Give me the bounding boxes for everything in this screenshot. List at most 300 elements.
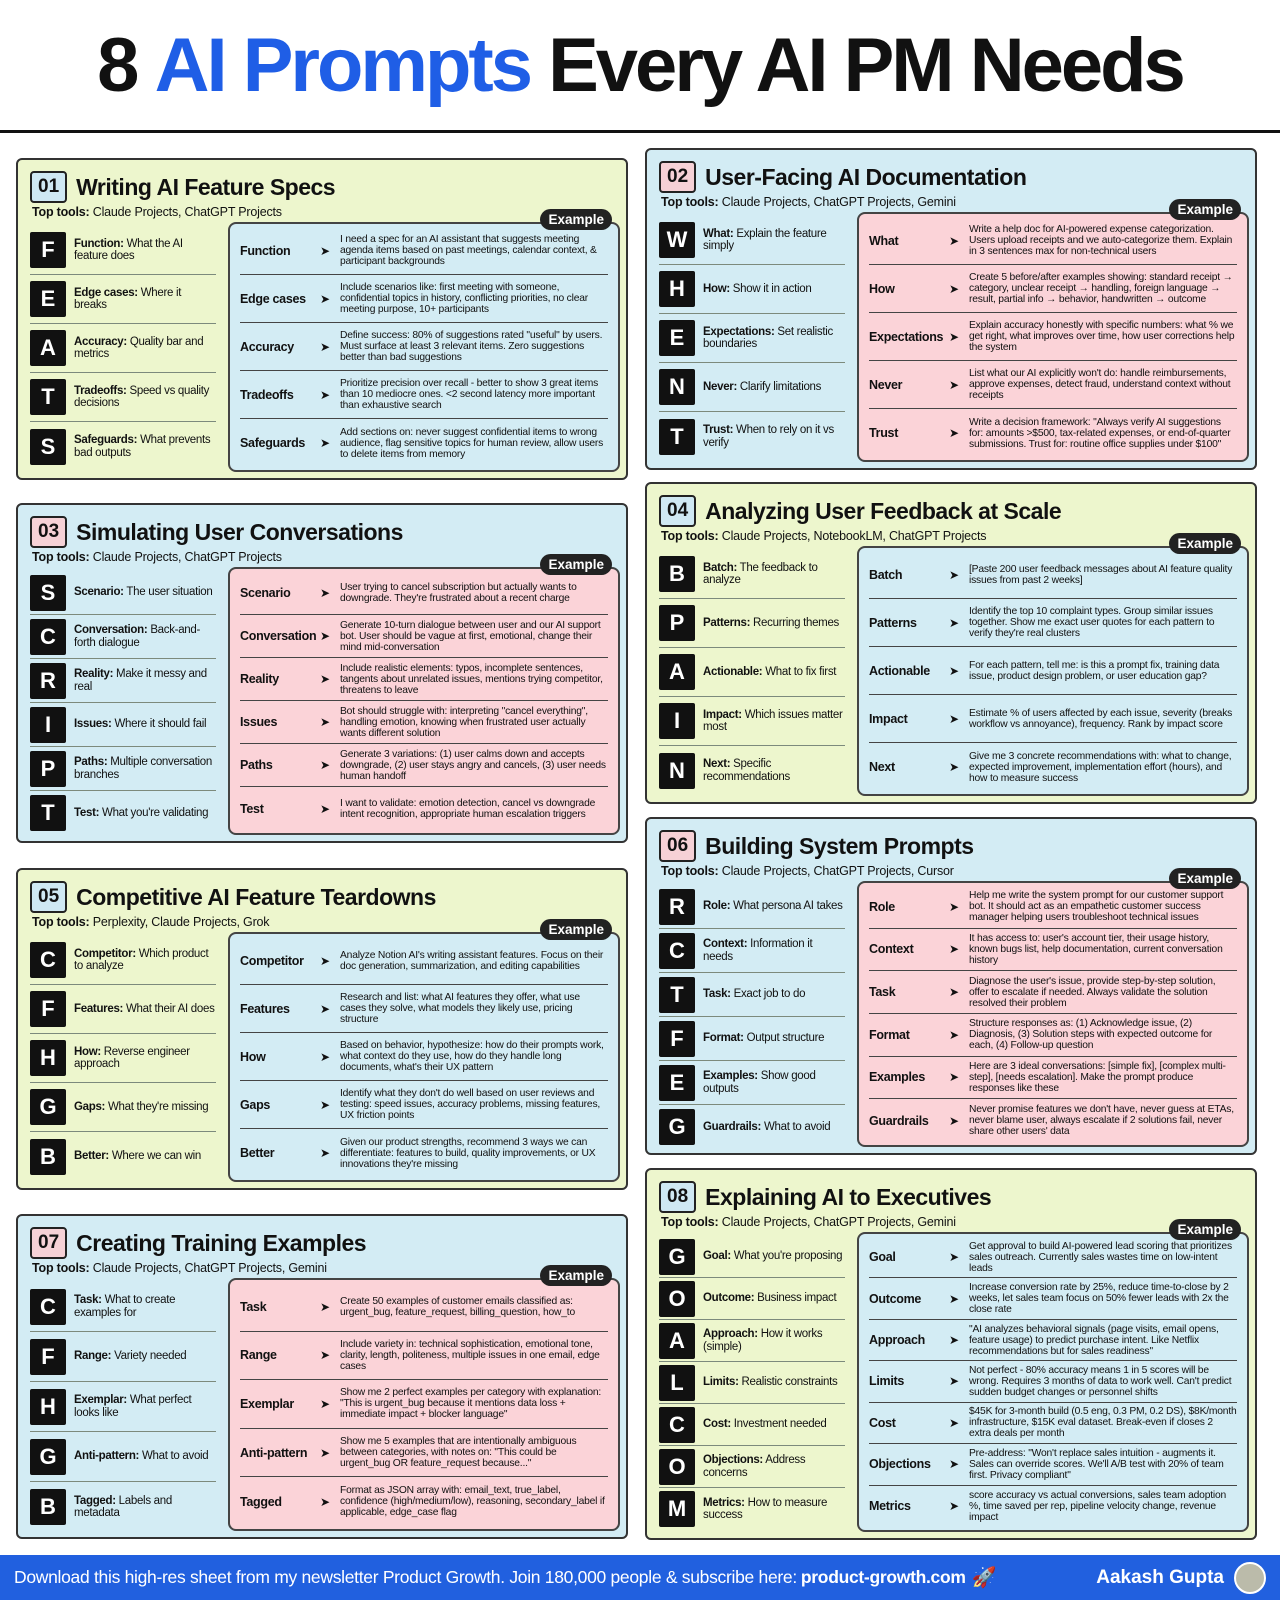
acronym-row bbox=[659, 216, 845, 265]
acronym-description bbox=[74, 718, 206, 731]
acronym-description bbox=[703, 988, 805, 1001]
example-row bbox=[869, 929, 1237, 972]
acronym-explanation: Business impact bbox=[754, 1292, 837, 1305]
acronym-description bbox=[703, 562, 845, 587]
example-text: Structure responses as: (1) Acknowledge issue, (2) Diagnosis, (3) Solution steps with expected outcome for each, (4) Follow-up question bbox=[969, 1018, 1213, 1052]
arrow-right-icon: ➤ bbox=[320, 715, 331, 729]
example-text: Create 5 before/after examples showing: standard receipt → category, unclear receipt → handling, foreign language → result, partial info → behavior, handwritten → outcome bbox=[969, 272, 1233, 305]
acronym-row bbox=[30, 747, 216, 791]
acronym-term: Actionable: bbox=[703, 665, 763, 678]
acronym-letter: G bbox=[659, 1239, 695, 1275]
acronym-explanation: Multiple conversation branches bbox=[74, 756, 212, 781]
example-text: Prioritize precision over recall - better to show 3 great items than 10 mediocre ones. <2 second latency more important than exhaustive search bbox=[340, 378, 599, 411]
acronym-term: Impact: bbox=[703, 708, 742, 721]
card-header bbox=[659, 160, 1026, 194]
example-row bbox=[869, 361, 1237, 409]
example-label: Function bbox=[240, 243, 291, 258]
acronym-explanation: What to avoid bbox=[761, 1120, 831, 1133]
example-text: Identify what they don't do well based on user reviews and testing: speed issues, accuracy problems, missing features, UX friction points bbox=[340, 1088, 601, 1121]
example-row bbox=[240, 985, 608, 1033]
example-row bbox=[869, 599, 1237, 647]
example-text: Here are 3 ideal conversations: [simple fix], [complex multi-step], [needs escalation]. Make the prompt produce responses like these bbox=[969, 1060, 1226, 1094]
example-label: Competitor bbox=[240, 953, 304, 968]
example-label: Test bbox=[240, 801, 264, 816]
acronym-explanation: Exact job to do bbox=[730, 988, 806, 1001]
acronym-term: Cost: bbox=[703, 1418, 731, 1431]
example-label: Gaps bbox=[240, 1097, 271, 1112]
acronym-description bbox=[703, 1454, 845, 1479]
acronym-description bbox=[703, 1376, 837, 1389]
example-row bbox=[240, 275, 608, 323]
acronym-explanation: What they're missing bbox=[105, 1100, 209, 1113]
acronym-description bbox=[74, 1294, 216, 1319]
top-tools-list: Perplexity, Claude Projects, Grok bbox=[92, 915, 270, 929]
acronym-explanation: Set realistic boundaries bbox=[703, 325, 833, 350]
card-title: Simulating User Conversations bbox=[76, 518, 403, 545]
example-row bbox=[869, 1486, 1237, 1527]
acronym-explanation: Back-and-forth dialogue bbox=[74, 624, 201, 649]
acronym-row bbox=[30, 936, 216, 985]
example-label: What bbox=[869, 233, 899, 248]
title-rest: Every AI PM Needs bbox=[548, 22, 1183, 108]
acronym-list bbox=[30, 1282, 216, 1532]
acronym-description bbox=[703, 617, 839, 630]
acronym-description bbox=[74, 1046, 216, 1071]
example-label: Batch bbox=[869, 567, 903, 582]
card-number: 06 bbox=[659, 830, 696, 862]
example-row bbox=[869, 1320, 1237, 1361]
example-row bbox=[869, 1403, 1237, 1444]
example-row bbox=[869, 971, 1237, 1014]
acronym-row bbox=[659, 412, 845, 461]
example-text: Generate 10-turn dialogue between user and our AI support bot. User should be vague at first, emotional, change their mind mid-conversation bbox=[340, 619, 601, 653]
card-number: 08 bbox=[659, 1181, 696, 1213]
example-text: Add sections on: never suggest confidential items to wrong audience, flag sensitive topics for human review, allow users to delete items from memory bbox=[340, 426, 604, 460]
top-tools bbox=[32, 915, 269, 929]
acronym-description bbox=[74, 668, 216, 693]
acronym-row bbox=[30, 703, 216, 747]
top-tools-label: Top tools: bbox=[661, 195, 719, 209]
example-label: Issues bbox=[240, 715, 278, 729]
example-text: Show me 5 examples that are intentionally ambiguous between categories, with notes on: "This could be urgent_bug OR feature_request because..." bbox=[340, 1436, 577, 1470]
example-text: Include scenarios like: first meeting with someone, confidential topics in history, conflicting priorities, no clear meeting purpose, 10+ participants bbox=[340, 282, 588, 315]
example-label: Safeguards bbox=[240, 436, 306, 450]
acronym-description bbox=[74, 1450, 208, 1463]
card-header bbox=[30, 515, 403, 549]
card-title: Building System Prompts bbox=[705, 832, 974, 859]
example-text: Identify the top 10 complaint types. Group similar issues together. Show me exact user quotes for each pattern to verify they're real clusters bbox=[969, 606, 1215, 639]
acronym-letter: T bbox=[30, 795, 66, 831]
example-label: Accuracy bbox=[240, 339, 294, 354]
arrow-right-icon: ➤ bbox=[320, 672, 331, 686]
acronym-explanation: The feedback to analyze bbox=[703, 561, 818, 586]
example-label: Conversation bbox=[240, 629, 317, 643]
example-label: Limits bbox=[869, 1374, 905, 1389]
top-tools-label: Top tools: bbox=[661, 529, 719, 543]
acronym-letter: C bbox=[659, 933, 695, 969]
example-text: Get approval to build AI-powered lead scoring that prioritizes sales outreach. Currently sales wastes time on low-intent leads bbox=[969, 1240, 1232, 1274]
acronym-description bbox=[703, 1070, 845, 1095]
acronym-letter: F bbox=[30, 991, 66, 1027]
card-title: Creating Training Examples bbox=[76, 1229, 367, 1256]
example-row bbox=[869, 1278, 1237, 1319]
arrow-right-icon: ➤ bbox=[320, 387, 331, 402]
example-text: Generate 3 variations: (1) user calms down and accepts downgrade, (2) user stays angry and cancels, (3) user needs human handoff bbox=[340, 748, 606, 782]
example-row bbox=[869, 409, 1237, 457]
acronym-row bbox=[659, 1320, 845, 1362]
acronym-row bbox=[30, 1132, 216, 1181]
acronym-letter: I bbox=[659, 703, 695, 739]
acronym-list bbox=[659, 550, 845, 795]
example-text: Increase conversion rate by 25%, reduce time-to-close by 2 weeks, let sales team focus on 50% fewer leads with 2x the close rate bbox=[969, 1282, 1229, 1316]
example-text: Research and list: what AI features they offer, what use cases they solve, what models they likely use, pricing structure bbox=[340, 992, 580, 1025]
acronym-description bbox=[74, 1003, 215, 1016]
acronym-term: Range: bbox=[74, 1350, 112, 1363]
acronym-term: Guardrails: bbox=[703, 1120, 762, 1133]
example-label: Context bbox=[869, 942, 914, 957]
example-row bbox=[240, 371, 608, 419]
acronym-description bbox=[703, 1032, 824, 1045]
acronym-explanation: Where we can win bbox=[108, 1150, 202, 1163]
card-title: Writing AI Feature Specs bbox=[76, 173, 336, 200]
author-name: Aakash Gupta bbox=[1096, 1566, 1224, 1588]
acronym-explanation: Variety needed bbox=[111, 1350, 187, 1363]
acronym-letter: B bbox=[30, 1139, 66, 1175]
acronym-description bbox=[703, 938, 845, 963]
acronym-letter: B bbox=[30, 1489, 66, 1525]
acronym-list bbox=[659, 216, 845, 461]
card-header bbox=[659, 829, 974, 863]
acronym-letter: R bbox=[30, 663, 66, 699]
acronym-description bbox=[74, 586, 212, 599]
acronym-explanation: Reverse engineer approach bbox=[74, 1045, 190, 1070]
acronym-term: Trust: bbox=[703, 424, 734, 436]
acronym-row bbox=[30, 1083, 216, 1132]
arrow-right-icon: ➤ bbox=[320, 1049, 331, 1064]
example-text: Diagnose the user's issue, provide step-by-step solution, offer to escalate if needed. Always validate the solution resolved their problem bbox=[969, 975, 1216, 1009]
acronym-explanation: Where it breaks bbox=[74, 286, 182, 311]
example-text: Help me write the system prompt for our customer support bot. It should act as an empathetic customer success manager helping users troubleshoot technical issues bbox=[969, 890, 1224, 924]
acronym-row bbox=[659, 1278, 845, 1320]
arrow-right-icon: ➤ bbox=[949, 711, 960, 726]
acronym-letter: E bbox=[30, 281, 66, 317]
acronym-term: Goal: bbox=[703, 1250, 731, 1263]
example-row bbox=[240, 227, 608, 275]
acronym-row bbox=[30, 275, 216, 324]
acronym-letter: T bbox=[659, 977, 695, 1013]
card-header bbox=[30, 170, 335, 204]
acronym-term: Outcome: bbox=[703, 1292, 755, 1305]
example-label: Paths bbox=[240, 758, 273, 772]
top-tools-list: Claude Projects, NotebookLM, ChatGPT Projects bbox=[721, 529, 987, 543]
top-tools-label: Top tools: bbox=[661, 864, 719, 878]
example-row bbox=[869, 647, 1237, 695]
card-header bbox=[659, 1180, 991, 1214]
example-label: Guardrails bbox=[869, 1113, 929, 1128]
acronym-letter: O bbox=[659, 1281, 695, 1317]
acronym-list bbox=[30, 226, 216, 471]
acronym-row bbox=[30, 1034, 216, 1083]
arrow-right-icon: ➤ bbox=[949, 615, 960, 630]
acronym-row bbox=[30, 324, 216, 373]
example-badge: Example bbox=[1169, 1219, 1241, 1240]
example-text: Define success: 80% of suggestions rated "useful" by users. Must surface at least 3 relevant items. Zero suggestions better than bad suggestions bbox=[340, 330, 603, 363]
acronym-letter: S bbox=[30, 575, 66, 611]
top-tools-list: Claude Projects, ChatGPT Projects, Gemini bbox=[92, 1261, 327, 1275]
arrow-right-icon: ➤ bbox=[949, 233, 960, 248]
example-row bbox=[869, 1057, 1237, 1100]
acronym-row bbox=[659, 550, 845, 599]
footer-text: Download this high-res sheet from my newsletter Product Growth. Join 180,000 people & subscribe here: bbox=[14, 1567, 797, 1587]
arrow-right-icon: ➤ bbox=[949, 942, 960, 957]
example-text: Analyze Notion AI's writing assistant features. Focus on their doc generation, summarization, and editing capabilities bbox=[340, 949, 604, 972]
example-row bbox=[240, 1081, 608, 1129]
acronym-explanation: Recurring themes bbox=[750, 616, 840, 629]
arrow-right-icon: ➤ bbox=[949, 1415, 960, 1430]
acronym-row bbox=[30, 659, 216, 703]
acronym-description bbox=[74, 756, 216, 781]
acronym-explanation: Information it needs bbox=[703, 938, 813, 963]
arrow-right-icon: ➤ bbox=[320, 586, 331, 600]
example-text: Write a help doc for AI-powered expense categorization. Users upload receipts and we auto-categorize them. Explain in 3 sentences max for non-technical users bbox=[969, 224, 1233, 257]
card-number: 05 bbox=[30, 881, 67, 913]
acronym-description bbox=[703, 1418, 827, 1431]
example-text: Give me 3 concrete recommendations with: what to change, expected improvement, implementation effort (hours), and how to measure success bbox=[969, 750, 1232, 784]
acronym-description bbox=[703, 900, 843, 913]
arrow-right-icon: ➤ bbox=[949, 985, 960, 1000]
acronym-row bbox=[659, 929, 845, 973]
arrow-right-icon: ➤ bbox=[320, 1001, 331, 1016]
acronym-term: Competitor: bbox=[74, 947, 136, 960]
acronym-description bbox=[703, 424, 845, 449]
acronym-explanation: Explain the feature simply bbox=[703, 227, 827, 252]
arrow-right-icon: ➤ bbox=[320, 1396, 331, 1411]
title-highlight: AI Prompts bbox=[154, 22, 530, 108]
acronym-row bbox=[659, 746, 845, 795]
example-text: score accuracy vs actual conversions, sales team adoption %, time saved per rep, pipeline velocity change, revenue impact bbox=[969, 1489, 1227, 1523]
example-label: Next bbox=[869, 760, 895, 774]
example-row bbox=[240, 1477, 608, 1526]
acronym-term: Next: bbox=[703, 758, 731, 770]
acronym-explanation: Investment needed bbox=[730, 1418, 827, 1431]
top-tools-label: Top tools: bbox=[32, 205, 90, 219]
top-tools bbox=[661, 864, 954, 878]
card-title: User-Facing AI Documentation bbox=[705, 163, 1027, 190]
top-tools bbox=[661, 195, 956, 209]
acronym-description bbox=[703, 1328, 845, 1353]
example-label: Task bbox=[869, 985, 896, 1000]
example-panel bbox=[857, 546, 1249, 796]
example-row bbox=[869, 886, 1237, 929]
example-label: How bbox=[869, 281, 895, 296]
acronym-description bbox=[74, 1394, 216, 1419]
acronym-description bbox=[703, 1250, 842, 1263]
acronym-row bbox=[659, 1404, 845, 1446]
acronym-description bbox=[74, 336, 216, 361]
arrow-right-icon: ➤ bbox=[949, 899, 960, 914]
card-number: 01 bbox=[30, 171, 67, 203]
acronym-description bbox=[74, 1350, 186, 1363]
acronym-letter: C bbox=[30, 942, 66, 978]
acronym-letter: O bbox=[659, 1449, 695, 1485]
acronym-row bbox=[659, 1362, 845, 1404]
example-label: Metrics bbox=[869, 1499, 911, 1514]
example-text: Format as JSON array with: email_text, true_label, confidence (high/medium/low), reasoning, secondary_label if applicable, edge_case flag bbox=[340, 1485, 605, 1519]
acronym-term: Tradeoffs: bbox=[74, 384, 127, 397]
acronym-letter: E bbox=[659, 1065, 695, 1101]
acronym-explanation: What to create examples for bbox=[74, 1294, 176, 1319]
example-row bbox=[869, 1014, 1237, 1057]
acronym-term: Context: bbox=[703, 938, 748, 950]
arrow-right-icon: ➤ bbox=[949, 760, 960, 774]
example-row bbox=[869, 695, 1237, 743]
top-tools bbox=[661, 529, 986, 543]
arrow-right-icon: ➤ bbox=[320, 801, 331, 816]
example-row bbox=[240, 419, 608, 467]
arrow-right-icon: ➤ bbox=[949, 281, 960, 296]
example-text: Bot should struggle with: interpreting "cancel everything", handling emotion, knowing when frustrated user actually wants different solution bbox=[340, 705, 588, 739]
acronym-explanation: Output structure bbox=[743, 1032, 825, 1045]
arrow-right-icon: ➤ bbox=[320, 1146, 331, 1160]
top-tools bbox=[32, 205, 282, 219]
card-number: 03 bbox=[30, 516, 67, 548]
example-label: Anti-pattern bbox=[240, 1445, 308, 1460]
acronym-description bbox=[74, 287, 216, 312]
example-row bbox=[240, 658, 608, 701]
arrow-right-icon: ➤ bbox=[949, 1499, 960, 1514]
example-label: Objections bbox=[869, 1457, 931, 1472]
acronym-description bbox=[74, 948, 216, 973]
card-title: Explaining AI to Executives bbox=[705, 1183, 992, 1210]
example-text: Create 50 examples of customer emails classified as: urgent_bug, feature_request, billing_question, how_to bbox=[340, 1295, 575, 1318]
acronym-letter: A bbox=[30, 330, 66, 366]
arrow-right-icon: ➤ bbox=[320, 953, 331, 968]
prompt-card bbox=[645, 482, 1257, 804]
card-title: Analyzing User Feedback at Scale bbox=[705, 497, 1062, 524]
acronym-letter: M bbox=[659, 1491, 695, 1527]
card-header bbox=[30, 1226, 366, 1260]
example-label: Outcome bbox=[869, 1291, 922, 1306]
top-tools-list: Claude Projects, ChatGPT Projects, Gemini bbox=[721, 195, 956, 209]
acronym-explanation: How it works (simple) bbox=[703, 1328, 823, 1353]
acronym-description bbox=[74, 1101, 208, 1114]
acronym-letter: N bbox=[659, 369, 695, 405]
acronym-row bbox=[30, 373, 216, 422]
acronym-description bbox=[703, 1497, 845, 1522]
acronym-row bbox=[659, 1446, 845, 1488]
prompt-card bbox=[16, 868, 628, 1190]
example-row bbox=[240, 615, 608, 658]
acronym-row bbox=[30, 571, 216, 615]
example-label: Role bbox=[869, 899, 895, 914]
example-text: Based on behavior, hypothesize: how do their prompts work, what context do they use, how do they handle long documents, what's their UX pattern bbox=[340, 1040, 604, 1073]
acronym-row bbox=[659, 1061, 845, 1105]
acronym-explanation: When to rely on it vs verify bbox=[703, 424, 834, 449]
top-tools bbox=[32, 1261, 327, 1275]
acronym-letter: B bbox=[659, 556, 695, 592]
example-row bbox=[869, 743, 1237, 791]
acronym-letter: F bbox=[30, 1339, 66, 1375]
acronym-row bbox=[659, 973, 845, 1017]
example-label: Trust bbox=[869, 426, 899, 440]
acronym-list bbox=[30, 571, 216, 835]
card-title: Competitive AI Feature Teardowns bbox=[76, 883, 436, 910]
footer-link[interactable]: product-growth.com bbox=[800, 1567, 966, 1587]
example-text: Pre-address: "Won't replace sales intuition - augments it. Sales can override scores. We'll A/B test with 20% of team first. Privacy compliant" bbox=[969, 1447, 1224, 1481]
acronym-letter: W bbox=[659, 222, 695, 258]
prompt-card bbox=[645, 148, 1257, 470]
acronym-description bbox=[703, 1121, 830, 1134]
card-number: 04 bbox=[659, 495, 696, 527]
prompt-card bbox=[645, 1168, 1257, 1540]
example-text: "AI analyzes behavioral signals (page visits, email opens, feature usage) to predict purchase intent. Like Netflix recommendations but for sales readiness" bbox=[969, 1323, 1219, 1357]
example-badge: Example bbox=[540, 1265, 612, 1286]
example-row bbox=[240, 1283, 608, 1332]
acronym-row bbox=[30, 1382, 216, 1432]
acronym-letter: E bbox=[659, 320, 695, 356]
acronym-term: Patterns: bbox=[703, 616, 751, 629]
acronym-term: Objections: bbox=[703, 1454, 763, 1466]
acronym-explanation: How to measure success bbox=[703, 1496, 828, 1521]
example-label: Edge cases bbox=[240, 291, 306, 306]
acronym-row bbox=[659, 1236, 845, 1278]
acronym-row bbox=[659, 265, 845, 314]
example-row bbox=[240, 1332, 608, 1381]
title-number: 8 bbox=[97, 22, 137, 108]
acronym-description bbox=[74, 434, 216, 459]
example-row bbox=[240, 701, 608, 744]
acronym-letter: P bbox=[659, 605, 695, 641]
card-number: 02 bbox=[659, 161, 696, 193]
example-label: Exemplar bbox=[240, 1396, 294, 1411]
acronym-explanation: Which issues matter most bbox=[703, 708, 843, 733]
acronym-row bbox=[30, 226, 216, 275]
example-row bbox=[240, 787, 608, 830]
top-tools-list: Claude Projects, ChatGPT Projects bbox=[92, 550, 282, 564]
acronym-letter: R bbox=[659, 889, 695, 925]
example-panel bbox=[857, 1232, 1249, 1532]
acronym-description bbox=[703, 758, 845, 783]
arrow-right-icon: ➤ bbox=[949, 1250, 960, 1265]
acronym-term: Paths: bbox=[74, 756, 108, 768]
arrow-right-icon: ➤ bbox=[949, 1291, 960, 1306]
acronym-letter: G bbox=[30, 1439, 66, 1475]
acronym-list bbox=[659, 885, 845, 1149]
example-text: User trying to cancel subscription but actually wants to downgrade. They're frustrated about a recent charge bbox=[340, 582, 577, 604]
acronym-explanation: Labels and metadata bbox=[74, 1494, 172, 1519]
acronym-explanation: What persona AI takes bbox=[730, 900, 843, 913]
example-label: Range bbox=[240, 1348, 277, 1363]
example-text: Include variety in: technical sophistication, emotional tone, clarity, length, politeness, multiple issues in one email, edge cases bbox=[340, 1338, 600, 1372]
acronym-letter: N bbox=[659, 753, 695, 789]
prompt-card bbox=[16, 158, 628, 480]
acronym-row bbox=[30, 1432, 216, 1482]
acronym-row bbox=[30, 422, 216, 471]
example-row bbox=[240, 1033, 608, 1081]
acronym-letter: C bbox=[30, 619, 66, 655]
example-row bbox=[869, 1444, 1237, 1485]
acronym-row bbox=[659, 1488, 845, 1530]
rocket-icon: 🚀 bbox=[971, 1567, 997, 1589]
arrow-right-icon: ➤ bbox=[320, 629, 331, 643]
top-tools-list: Claude Projects, ChatGPT Projects, Cursor bbox=[721, 864, 954, 878]
acronym-letter: I bbox=[30, 707, 66, 743]
card-header bbox=[659, 494, 1061, 528]
example-label: Reality bbox=[240, 672, 279, 686]
acronym-explanation: Clarify limitations bbox=[737, 380, 822, 393]
example-label: Actionable bbox=[869, 663, 930, 678]
example-text: Write a decision framework: "Always verify AI suggestions for: amounts >$500, tax-related expenses, or end-of-quarter submissions. Trust for: routine office supplies under $100" bbox=[969, 416, 1231, 450]
